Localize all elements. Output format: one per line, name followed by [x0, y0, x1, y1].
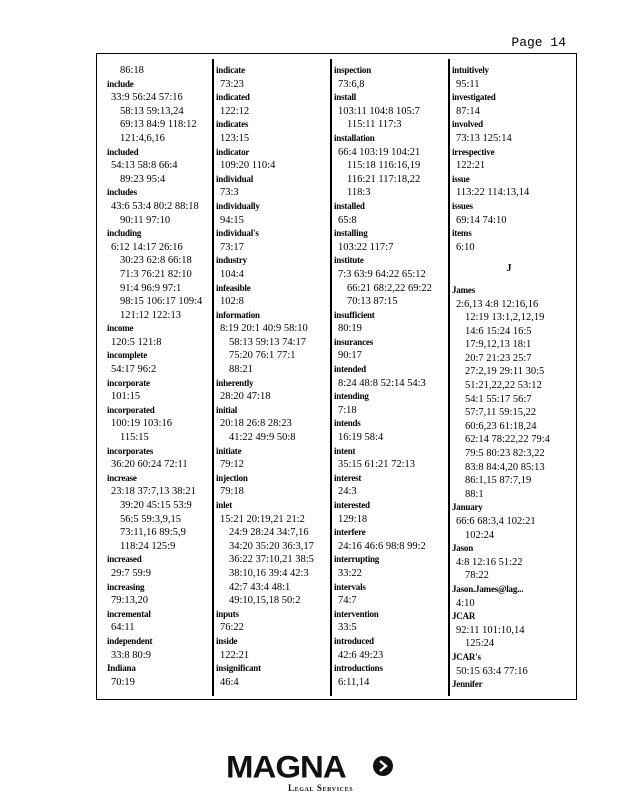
index-term: JCAR's	[452, 651, 481, 662]
index-entry	[452, 501, 566, 542]
index-term: irrespective	[452, 146, 495, 157]
page-line-reference: 102:8	[220, 296, 244, 308]
index-term: items	[452, 228, 472, 239]
index-entry	[452, 583, 566, 610]
page-line-reference: 35:15 61:21 72:13	[338, 459, 416, 471]
page-line-reference: 6:11,14	[338, 676, 370, 688]
index-entry	[452, 542, 566, 583]
page-line-reference: 15:21 20:19,21 21:2	[220, 513, 305, 525]
index-entry	[216, 146, 330, 173]
index-term: institute	[334, 255, 364, 266]
index-entry	[334, 581, 448, 608]
index-term: initial	[216, 404, 238, 415]
page-line-reference: 39:20 45:15 53:9	[120, 500, 192, 511]
page-line-reference: 102:24	[465, 529, 495, 541]
index-entry	[452, 200, 566, 227]
index-term: increase	[107, 472, 137, 483]
page-line-reference: 73:23	[220, 78, 244, 90]
index-term: included	[107, 146, 139, 157]
page-line-reference: 14:6 15:24 16:5	[465, 325, 532, 337]
page-line-reference: 90:11 97:10	[120, 214, 171, 226]
page-line-reference: 56:5 59:3,9,15	[120, 513, 181, 525]
index-entry	[107, 635, 221, 662]
page-line-reference: 46:4	[220, 676, 239, 688]
index-term: increasing	[107, 581, 145, 592]
page-line-reference: 109:20 110:4	[220, 160, 276, 172]
page-line-reference: 89:23 95:4	[120, 173, 166, 185]
index-term: independent	[107, 635, 153, 646]
page-line-reference: 90:17	[338, 350, 362, 362]
page-line-reference: 66:4 103:19 104:21	[338, 146, 421, 158]
page-line-reference: 121:12 122:13	[120, 309, 181, 321]
index-entry	[334, 132, 448, 200]
index-entry	[107, 608, 221, 635]
page-line-reference: 6:10	[456, 241, 475, 253]
index-entry	[334, 499, 448, 526]
index-term: issues	[452, 200, 473, 211]
index-entry	[334, 336, 448, 363]
page-line-reference: 115:11 117:3	[347, 119, 402, 131]
magna-logo	[226, 748, 396, 792]
page-line-reference: 103:11 104:8 105:7	[338, 105, 420, 117]
page-line-reference: 88:21	[229, 364, 253, 376]
index-term: income	[107, 323, 134, 334]
index-term: initiate	[216, 445, 242, 456]
index-entry	[334, 390, 448, 417]
column-divider	[330, 59, 332, 696]
page-line-reference: 29:7 59:9	[111, 567, 151, 579]
page-line-reference: 76:22	[220, 622, 244, 634]
index-column-2	[216, 64, 330, 694]
index-term: interest	[334, 472, 362, 483]
index-term: intends	[334, 418, 361, 429]
index-term: interfere	[334, 527, 366, 538]
index-entry	[334, 445, 448, 472]
index-term: involved	[452, 119, 483, 130]
page-line-reference: 62:14 78:22,22 79:4	[465, 434, 550, 446]
page-line-reference: 17:9,12,13 18:1	[465, 339, 532, 351]
index-term: intended	[334, 364, 366, 375]
index-term: Jason.James@lag...	[452, 583, 524, 594]
page-line-reference: 73:6,8	[338, 78, 365, 90]
index-entry	[334, 526, 448, 553]
page-line-reference: 30:23 62:8 66:18	[120, 255, 192, 267]
page-line-reference: 50:15 63:4 77:16	[456, 665, 528, 677]
page-line-reference: 115:15	[120, 432, 149, 444]
page-line-reference: 27:2,19 29:11 30:5	[465, 366, 545, 378]
index-entry	[334, 363, 448, 390]
index-entry	[334, 635, 448, 662]
page-line-reference: 4:8 12:16 51:22	[456, 556, 523, 568]
page-line-reference: 41:22 49:9 50:8	[229, 432, 296, 444]
logo-wordmark: MAGNA	[226, 748, 346, 785]
index-entry	[216, 404, 330, 445]
page-line-reference: 33:9 56:24 57:16	[111, 92, 183, 104]
index-entry	[334, 91, 448, 132]
index-entry	[334, 472, 448, 499]
index-entry	[216, 472, 330, 499]
index-entry	[452, 284, 566, 502]
page-line-reference: 8:24 48:8 52:14 54:3	[338, 377, 426, 389]
page-line-reference: 80:19	[338, 323, 362, 335]
index-column-1	[107, 64, 221, 694]
page-number: Page 14	[511, 35, 566, 50]
index-term: investigated	[452, 92, 496, 103]
page-line-reference: 6:12 14:17 26:16	[111, 241, 183, 253]
page-line-reference: 38:10,16 39:4 42:3	[229, 567, 309, 579]
page-line-reference: 122:21	[456, 160, 486, 172]
index-term: injection	[216, 472, 248, 483]
index-entry	[216, 309, 330, 377]
index-term: indicator	[216, 146, 250, 157]
page-line-reference: 70:13 87:15	[347, 296, 398, 308]
index-entry	[216, 282, 330, 309]
page-line-reference: 24:3	[338, 486, 357, 498]
index-entry	[107, 64, 221, 78]
index-entry	[107, 445, 221, 472]
index-term: inherently	[216, 377, 254, 388]
index-term: JCAR	[452, 611, 476, 622]
index-column-3	[334, 64, 448, 694]
index-term: insufficient	[334, 309, 375, 320]
index-entry	[216, 445, 330, 472]
index-entry	[216, 64, 330, 91]
page-line-reference: 103:22 117:7	[338, 241, 394, 253]
page-line-reference: 101:15	[111, 391, 141, 403]
index-term: incremental	[107, 608, 151, 619]
index-entry	[452, 91, 566, 118]
index-term: intuitively	[452, 65, 489, 75]
index-entry	[452, 227, 566, 254]
index-term: James	[452, 284, 475, 295]
page-line-reference: 33:22	[338, 567, 362, 579]
page-line-reference: 16:19 58:4	[338, 432, 384, 444]
page-line-reference: 20:7 21:23 25:7	[465, 352, 532, 364]
page-line-reference: 104:4	[220, 268, 244, 280]
page-line-reference: 73:11,16 89:5,9	[120, 527, 186, 539]
index-entry	[107, 662, 221, 689]
page-line-reference: 54:17 96:2	[111, 364, 157, 376]
page-line-reference: 100:19 103:16	[111, 418, 172, 430]
index-entry	[452, 678, 566, 692]
index-term: including	[107, 228, 142, 239]
page-line-reference: 86:1,15 87:7,19	[465, 475, 532, 487]
page-line-reference: 79:13,20	[111, 595, 149, 607]
index-term: intending	[334, 391, 369, 402]
page-line-reference: 23:18 37:7,13 38:21	[111, 486, 196, 498]
index-term: interrupting	[334, 554, 380, 565]
page-line-reference: 73:13 125:14	[456, 132, 512, 144]
index-entry	[216, 173, 330, 200]
index-term: inputs	[216, 608, 239, 619]
page-line-reference: 51:21,22,22 53:12	[465, 380, 542, 392]
index-entry	[452, 610, 566, 651]
index-entry	[216, 254, 330, 281]
page-line-reference: 33:8 80:9	[111, 649, 151, 661]
index-term: include	[107, 78, 134, 89]
page-line-reference: 71:3 76:21 82:10	[120, 268, 192, 280]
index-term: insignificant	[216, 663, 261, 674]
index-term: Jason	[452, 543, 474, 554]
index-term: inspection	[334, 65, 372, 75]
index-term: individually	[216, 200, 260, 211]
page-line-reference: 122:21	[220, 649, 250, 661]
index-entry	[107, 322, 221, 349]
index-term: indicated	[216, 92, 250, 103]
page-line-reference: 69:14 74:10	[456, 214, 507, 226]
index-entry	[452, 173, 566, 200]
page-line-reference: 113:22 114:13,14	[456, 187, 530, 199]
letter-heading: J	[506, 263, 512, 275]
page-line-reference: 92:11 101:10,14	[456, 624, 525, 636]
index-term: inside	[216, 635, 238, 646]
page-line-reference: 4:10	[456, 597, 475, 609]
page-line-reference: 74:7	[338, 595, 357, 607]
index-term: individual	[216, 173, 254, 184]
index-entry	[107, 553, 221, 580]
index-term: Jennifer	[452, 679, 483, 690]
page-line-reference: 7:3 63:9 64:22 65:12	[338, 268, 426, 280]
page-line-reference: 33:5	[338, 622, 357, 634]
index-entry	[107, 146, 221, 187]
index-term: installation	[334, 132, 375, 143]
page-line-reference: 64:11	[111, 622, 135, 634]
page-line-reference: 123:15	[220, 132, 250, 144]
page-line-reference: 69:13 84:9 118:12	[120, 119, 197, 131]
index-term: indicate	[216, 65, 245, 75]
logo-tagline: Legal Services	[288, 783, 354, 793]
page-line-reference: 125:24	[465, 638, 495, 650]
page-line-reference: 24:16 46:6 98:8 99:2	[338, 540, 426, 552]
page-line-reference: 118:24 125:9	[120, 540, 176, 552]
index-term: incorporate	[107, 377, 150, 388]
index-term: industry	[216, 255, 247, 266]
index-entry	[452, 118, 566, 145]
page-line-reference: 122:12	[220, 105, 250, 117]
index-term: indicates	[216, 119, 249, 130]
page-line-reference: 58:13 59:13,24	[120, 105, 184, 117]
index-term: installing	[334, 228, 368, 239]
index-entry	[107, 78, 221, 146]
index-term: incorporates	[107, 445, 154, 456]
page-line-reference: 34:20 35:20 36:3,17	[229, 540, 314, 552]
page-line-reference: 83:8 84:4,20 85:13	[465, 461, 545, 473]
index-entry	[334, 553, 448, 580]
page-line-reference: 42:7 43:4 48:1	[229, 581, 291, 593]
column-divider	[448, 59, 450, 696]
page-line-reference: 12:19 13:1,2,12,19	[465, 312, 545, 324]
page-line-reference: 95:11	[456, 78, 480, 90]
index-entry	[107, 227, 221, 322]
index-entry	[107, 581, 221, 608]
index-term: includes	[107, 187, 137, 198]
page-line-reference: 88:1	[465, 488, 484, 500]
index-entry	[334, 200, 448, 227]
index-entry	[334, 309, 448, 336]
index-entry	[216, 91, 330, 118]
index-entry	[107, 472, 221, 554]
index-term: information	[216, 309, 260, 320]
index-term: infeasible	[216, 282, 251, 293]
page-line-reference: 36:22 37:10,21 38:5	[229, 554, 314, 566]
page-line-reference: 78:22	[465, 570, 489, 582]
page-line-reference: 79:18	[220, 486, 244, 498]
index-entry	[452, 146, 566, 173]
page-line-reference: 60:6,23 61:18,24	[465, 420, 537, 432]
index-entry	[334, 608, 448, 635]
index-term: intervention	[334, 608, 379, 619]
page-line-reference: 7:18	[338, 404, 357, 416]
page-line-reference: 94:15	[220, 214, 244, 226]
index-entry	[107, 186, 221, 227]
index-term: insurances	[334, 336, 374, 347]
index-column-4	[452, 64, 566, 694]
index-entry	[334, 64, 448, 91]
index-entry	[216, 635, 330, 662]
page-line-reference: 79:5 80:23 82:3,22	[465, 448, 545, 460]
index-entry	[216, 662, 330, 689]
page-line-reference: 57:7,11 59:15,22	[465, 407, 537, 419]
index-term: intervals	[334, 581, 366, 592]
page-line-reference: 75:20 76:1 77:1	[229, 350, 296, 362]
index-term: issue	[452, 173, 470, 184]
index-entry	[334, 254, 448, 308]
page-line-reference: 36:20 60:24 72:11	[111, 459, 188, 471]
index-entry	[334, 417, 448, 444]
chevron-circle-icon	[373, 756, 393, 776]
index-entry	[107, 377, 221, 404]
index-entry	[334, 662, 448, 689]
index-term: incorporated	[107, 404, 155, 415]
page-line-reference: 49:10,15,18 50:2	[229, 595, 301, 607]
page-line-reference: 120:5 121:8	[111, 336, 162, 348]
page-line-reference: 121:4,6,16	[120, 132, 165, 144]
page-line-reference: 73:17	[220, 241, 244, 253]
page-line-reference: 86:18	[120, 65, 144, 76]
page-line-reference: 20:18 26:8 28:23	[220, 418, 292, 430]
index-term: install	[334, 92, 357, 103]
page-line-reference: 66:21 68:2,22 69:22	[347, 282, 432, 294]
index-term: Indiana	[107, 663, 136, 674]
page-line-reference: 129:18	[338, 513, 368, 525]
page-line-reference: 24:9 28:24 34:7,16	[229, 527, 309, 539]
index-term: interested	[334, 500, 370, 510]
index-entry	[107, 404, 221, 445]
index-entry	[216, 227, 330, 254]
page-line-reference: 79:12	[220, 459, 244, 471]
page-line-reference: 58:13 59:13 74:17	[229, 336, 307, 348]
page-line-reference: 91:4 96:9 97:1	[120, 282, 182, 294]
page-line-reference: 98:15 106:17 109:4	[120, 296, 203, 308]
index-entry	[216, 499, 330, 608]
index-entry	[216, 608, 330, 635]
page-line-reference: 42:6 49:23	[338, 649, 384, 661]
index-term: introduced	[334, 635, 374, 646]
index-entry	[107, 349, 221, 376]
index-term: increased	[107, 554, 142, 565]
index-entry	[334, 227, 448, 254]
page-line-reference: 54:13 58:8 66:4	[111, 160, 178, 172]
index-term: individual's	[216, 228, 259, 239]
page-line-reference: 87:14	[456, 105, 480, 117]
index-entry	[216, 200, 330, 227]
index-entry	[216, 377, 330, 404]
index-entry	[216, 118, 330, 145]
index-term: introductions	[334, 663, 383, 674]
index-entry	[452, 64, 566, 91]
index-term: inlet	[216, 500, 232, 510]
index-term: incomplete	[107, 350, 147, 361]
page-line-reference: 54:1 55:17 56:7	[465, 393, 532, 405]
index-term: intent	[334, 445, 356, 456]
page-line-reference: 116:21 117:18,22	[347, 173, 421, 185]
page-line-reference: 8:19 20:1 40:9 58:10	[220, 323, 308, 335]
index-term: installed	[334, 200, 365, 211]
page-line-reference: 2:6,13 4:8 12:16,16	[456, 298, 539, 310]
index-term: January	[452, 502, 483, 513]
page-line-reference: 66:6 68:3,4 102:21	[456, 516, 536, 527]
page-line-reference: 70:19	[111, 676, 135, 688]
index-entry	[452, 651, 566, 678]
page-line-reference: 115:18 116:16,19	[347, 160, 421, 172]
page-line-reference: 73:3	[220, 187, 239, 199]
page-line-reference: 65:8	[338, 214, 357, 226]
word-index-frame	[96, 53, 577, 700]
page-line-reference: 118:3	[347, 187, 371, 199]
page-line-reference: 28:20 47:18	[220, 391, 271, 403]
page-line-reference: 43:6 53:4 80:2 88:18	[111, 200, 199, 212]
